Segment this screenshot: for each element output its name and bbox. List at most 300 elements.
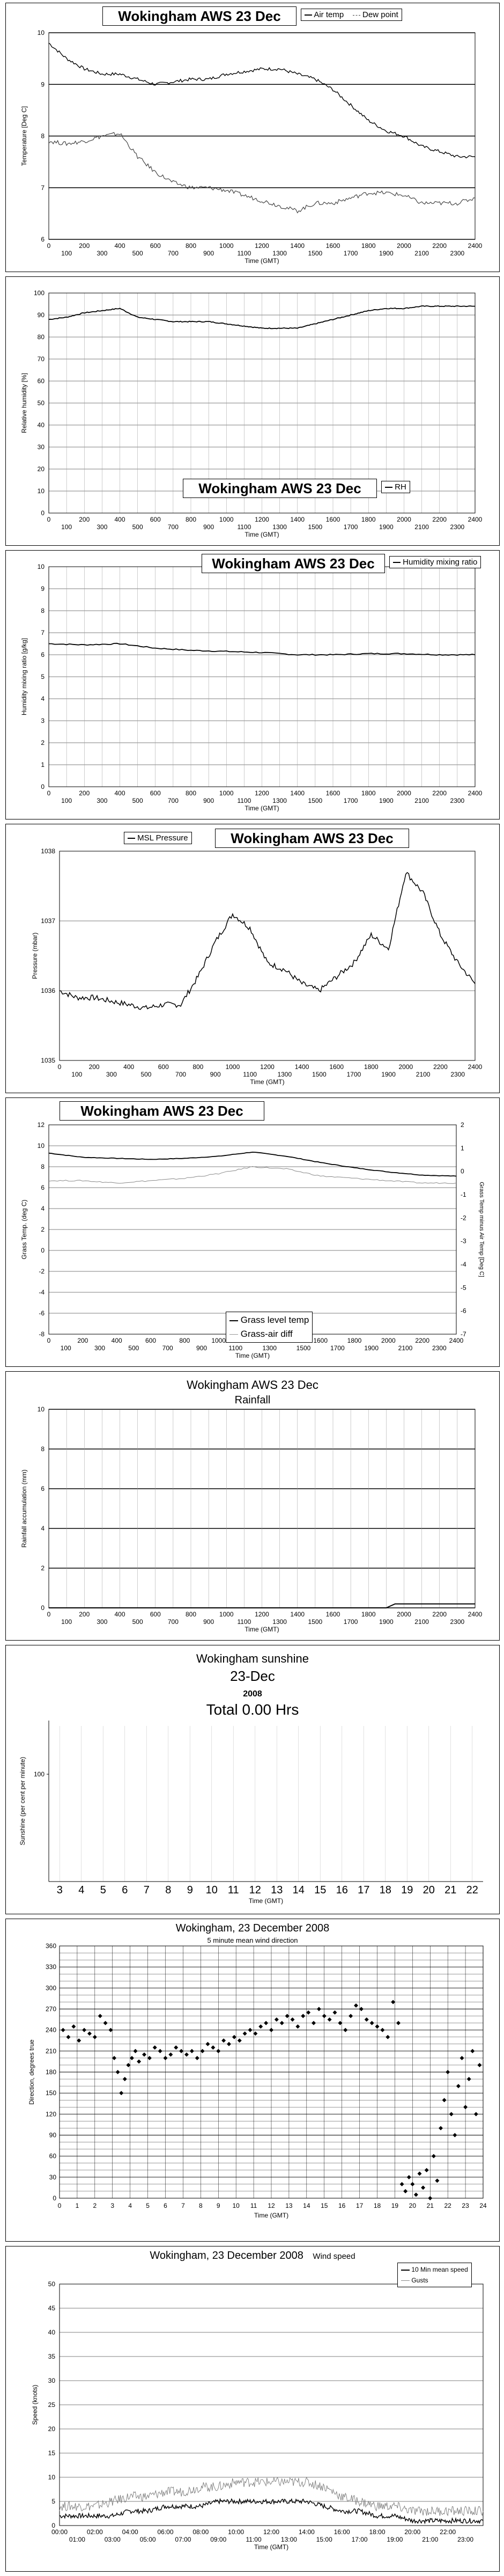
y-right-tick-label: -1 — [461, 1191, 466, 1198]
x-tick-label-bottom: 1300 — [272, 797, 287, 804]
x-tick-label-bottom: 700 — [167, 797, 179, 804]
x-tick-label-top: 12:00 — [263, 2528, 280, 2536]
x-tick-label: 23 — [462, 2202, 469, 2209]
direction-point — [428, 2196, 432, 2200]
x-tick-label-bottom: 700 — [162, 1344, 173, 1352]
x-tick-label-top: 1800 — [361, 1611, 376, 1618]
sunshine-total: Total 0.00 Hrs — [206, 1701, 299, 1718]
x-tick-label-bottom: 500 — [132, 523, 143, 531]
direction-point — [253, 2031, 257, 2036]
direction-point — [391, 2000, 395, 2004]
x-tick-label-bottom: 1100 — [237, 523, 251, 531]
x-tick-label: 6 — [122, 1884, 128, 1896]
x-tick-label-bottom: 1300 — [272, 523, 287, 531]
direction-point — [137, 2059, 141, 2063]
y-tick-label: 2 — [41, 739, 45, 747]
sunshine-chart — [6, 1645, 499, 1914]
y-tick-label: 10 — [37, 563, 45, 570]
x-tick-label-bottom: 1900 — [379, 250, 394, 257]
x-tick-label-top: 1800 — [361, 516, 376, 523]
x-tick-label-bottom: 100 — [61, 1618, 72, 1626]
direction-point — [359, 2007, 364, 2011]
y-tick-label: 2 — [41, 1226, 45, 1233]
direction-point — [370, 2021, 374, 2025]
series-line-0 — [60, 873, 475, 1009]
x-tick-label: 10 — [205, 1884, 218, 1896]
legend-dew-point-swatch — [353, 15, 360, 16]
x-tick-label-bottom: 17:00 — [351, 2536, 368, 2543]
x-tick-label-top: 1600 — [329, 1063, 344, 1071]
y-tick-label: 1037 — [41, 917, 55, 925]
direction-point — [232, 2035, 236, 2039]
x-tick-label-bottom: 1900 — [364, 1344, 379, 1352]
y-tick-label: 120 — [45, 2110, 56, 2118]
direction-point — [153, 2045, 157, 2050]
x-tick-label-top: 1400 — [290, 242, 305, 250]
x-tick-label-bottom: 05:00 — [139, 2536, 156, 2543]
direction-point — [460, 2056, 464, 2060]
direction-point — [66, 2035, 70, 2039]
x-tick-label-bottom: 1100 — [237, 797, 251, 804]
direction-point — [108, 2028, 113, 2032]
direction-point — [275, 2017, 279, 2022]
humidity-legend-box — [381, 481, 410, 493]
y-tick-label: 100 — [33, 1770, 45, 1778]
direction-point — [407, 2175, 411, 2179]
x-tick-label-top: 1800 — [361, 242, 376, 250]
direction-point — [71, 2024, 76, 2029]
y-tick-label: 45 — [48, 2304, 55, 2312]
sunshine-chart-title: Wokingham sunshine — [196, 1652, 309, 1665]
direction-point — [201, 2049, 205, 2053]
y-tick-label: 12 — [37, 1121, 45, 1129]
x-tick-label-top: 2400 — [468, 789, 483, 797]
x-tick-label-top: 400 — [114, 789, 125, 797]
x-tick-label-top: 400 — [114, 1611, 125, 1618]
y-tick-label: 30 — [37, 443, 45, 451]
x-tick-label-top: 200 — [77, 1337, 88, 1344]
x-tick-label-top: 1400 — [290, 1611, 305, 1618]
legend-grass-diff-row — [229, 1327, 309, 1341]
x-tick-label-bottom: 01:00 — [69, 2536, 85, 2543]
x-tick-label-bottom: 1500 — [308, 1618, 323, 1626]
direction-point — [301, 2014, 305, 2018]
x-tick-label-top: 2400 — [468, 516, 483, 523]
x-tick-label-bottom: 500 — [132, 250, 143, 257]
wind-direction-chart-panel — [5, 1919, 500, 2242]
direction-point — [432, 2154, 436, 2158]
x-tick-label: 4 — [78, 1884, 85, 1896]
x-tick-label-top: 0 — [47, 516, 51, 523]
x-tick-label-top: 1800 — [361, 789, 376, 797]
direction-point — [211, 2045, 215, 2050]
x-tick-label-top: 800 — [185, 1611, 197, 1618]
x-tick-label-top: 400 — [111, 1337, 122, 1344]
x-tick-label-bottom: 300 — [97, 1618, 108, 1626]
x-tick-label-top: 600 — [158, 1063, 169, 1071]
direction-point — [396, 2021, 401, 2025]
legend-grass-temp-row — [229, 1313, 309, 1327]
direction-point — [179, 2049, 183, 2053]
legend-grass-temp-swatch — [229, 1320, 238, 1321]
direction-point — [77, 2038, 81, 2043]
x-tick-label-bottom: 2300 — [450, 1071, 465, 1078]
y-axis-label: Pressure (mbar) — [31, 932, 39, 979]
direction-point — [147, 2056, 152, 2060]
direction-point — [375, 2024, 380, 2029]
x-tick-label: 20 — [423, 1884, 435, 1896]
x-tick-label-top: 2200 — [432, 1611, 447, 1618]
x-tick-label-bottom: 100 — [61, 797, 72, 804]
x-axis-label: Time (GMT) — [254, 2543, 289, 2551]
series-line-0 — [60, 2499, 483, 2523]
x-tick-label-bottom: 1900 — [381, 1071, 396, 1078]
x-tick-label-bottom: 900 — [203, 523, 214, 531]
x-axis-label: Time (GMT) — [244, 257, 279, 265]
x-tick-label-bottom: 2300 — [450, 797, 465, 804]
y-tick-label: 10 — [37, 487, 45, 495]
x-tick-label: 17 — [355, 2202, 364, 2209]
x-tick-label: 7 — [181, 2202, 185, 2209]
y-tick-label: 20 — [48, 2425, 55, 2433]
x-tick-label: 19 — [391, 2202, 399, 2209]
x-tick-label-top: 0 — [47, 789, 51, 797]
x-tick-label-bottom: 700 — [167, 250, 179, 257]
x-tick-label: 11 — [250, 2202, 257, 2209]
x-tick-label-top: 0 — [47, 242, 51, 250]
x-tick-label: 21 — [426, 2202, 434, 2209]
y-tick-label: 50 — [48, 2280, 55, 2288]
x-tick-label-bottom: 700 — [167, 1618, 179, 1626]
direction-point — [317, 2007, 321, 2011]
x-tick-label-top: 600 — [150, 242, 161, 250]
x-tick-label-top: 2000 — [381, 1337, 396, 1344]
direction-point — [312, 2021, 316, 2025]
y-tick-label: 0 — [41, 1247, 45, 1254]
direction-point — [400, 2182, 404, 2186]
direction-point — [82, 2028, 86, 2032]
x-tick-label-top: 1000 — [219, 242, 234, 250]
series-line-1 — [49, 133, 475, 213]
x-tick-label-top: 1600 — [325, 1611, 340, 1618]
legend-dew-point-label: Dew point — [362, 10, 398, 19]
direction-point — [190, 2049, 194, 2053]
x-tick-label-bottom: 23:00 — [457, 2536, 474, 2543]
series-line-0 — [49, 1152, 456, 1176]
y-tick-label: 8 — [41, 1445, 45, 1453]
x-tick-label: 9 — [216, 2202, 220, 2209]
direction-point — [112, 2056, 116, 2060]
x-tick-label-bottom: 2300 — [450, 1618, 465, 1626]
x-tick-label-top: 200 — [79, 789, 90, 797]
x-tick-label-bottom: 900 — [210, 1071, 221, 1078]
x-tick-label-top: 1400 — [290, 516, 305, 523]
y-tick-label: 1038 — [41, 847, 55, 855]
plot-area — [60, 851, 475, 1060]
y-tick-label: -8 — [39, 1330, 45, 1338]
x-axis-label: Time (GMT) — [244, 531, 279, 538]
humidity-chart — [6, 277, 499, 545]
x-tick-label-top: 14:00 — [298, 2528, 315, 2536]
x-tick-label-bottom: 2100 — [414, 250, 429, 257]
x-tick-label-top: 1800 — [364, 1063, 379, 1071]
x-tick-label-top: 18:00 — [369, 2528, 386, 2536]
y-tick-label: 1 — [41, 761, 45, 769]
x-tick-label-top: 1000 — [211, 1337, 226, 1344]
x-tick-label: 11 — [227, 1884, 239, 1896]
legend-gusts-row — [401, 2275, 468, 2286]
direction-point — [322, 2014, 327, 2018]
y-tick-label: 6 — [41, 651, 45, 658]
series-line-1 — [49, 1166, 456, 1183]
x-tick-label-bottom: 1500 — [308, 797, 323, 804]
wind-speed-chart-subtitle: Wind speed — [313, 2252, 355, 2261]
x-tick-label-top: 1200 — [255, 1611, 269, 1618]
x-tick-label-top: 00:00 — [51, 2528, 68, 2536]
y-tick-label: 8 — [41, 607, 45, 614]
x-tick-label-bottom: 300 — [106, 1071, 117, 1078]
legend-mean-speed-swatch — [401, 2270, 410, 2271]
x-tick-label-bottom: 1700 — [343, 523, 358, 531]
x-tick-label-bottom: 11:00 — [246, 2536, 262, 2543]
x-tick-label-bottom: 900 — [203, 1618, 214, 1626]
x-tick-label-top: 2400 — [449, 1337, 464, 1344]
direction-point — [269, 2028, 273, 2032]
direction-point — [425, 2168, 429, 2172]
x-tick-label-bottom: 1300 — [272, 1618, 287, 1626]
direction-point — [435, 2178, 439, 2183]
direction-point — [410, 2182, 414, 2186]
mixing-ratio-chart — [6, 551, 499, 819]
y-tick-label: 1036 — [41, 987, 55, 994]
x-tick-label: 4 — [128, 2202, 132, 2209]
x-tick-label-bottom: 13:00 — [280, 2536, 297, 2543]
y-tick-label: 4 — [41, 1205, 45, 1212]
direction-point — [174, 2045, 178, 2050]
temperature-legend-box — [301, 9, 402, 21]
direction-point — [403, 2189, 407, 2193]
x-tick-label: 17 — [358, 1884, 370, 1896]
x-tick-label-top: 1200 — [255, 242, 269, 250]
y-tick-label: 90 — [37, 311, 45, 319]
x-tick-label-top: 600 — [150, 789, 161, 797]
direction-point — [238, 2038, 242, 2043]
wind-speed-chart-panel — [5, 2246, 500, 2572]
sunshine-year: 2008 — [243, 1689, 262, 1699]
y-tick-label: 8 — [41, 132, 45, 140]
y-tick-label: -4 — [39, 1289, 45, 1296]
humidity-chart-panel — [5, 276, 500, 546]
x-tick-label-bottom: 1900 — [379, 1618, 394, 1626]
pressure-chart — [6, 824, 499, 1093]
y-axis-label: Speed (knots) — [31, 2384, 39, 2425]
x-tick-label-top: 0 — [57, 1063, 62, 1071]
rainfall-chart — [6, 1372, 499, 1640]
y-axis-label: Direction, degrees true — [28, 2039, 35, 2105]
y-tick-label: 9 — [41, 80, 45, 89]
y-tick-label: 10 — [37, 1406, 45, 1413]
y-tick-label: 20 — [37, 465, 45, 473]
x-tick-label: 13 — [271, 1884, 283, 1896]
y-tick-label: 180 — [45, 2068, 56, 2076]
x-tick-label-top: 2000 — [397, 516, 411, 523]
direction-point — [258, 2024, 263, 2029]
x-tick-label: 21 — [444, 1884, 457, 1896]
y-tick-label: 30 — [48, 2377, 55, 2384]
direction-point — [463, 2105, 468, 2109]
x-tick-label: 18 — [379, 1884, 391, 1896]
y-tick-label: 0 — [51, 2522, 55, 2529]
y-tick-label: 330 — [45, 1963, 56, 1971]
direction-point — [338, 2021, 342, 2025]
x-tick-label-bottom: 1700 — [330, 1344, 345, 1352]
x-tick-label-bottom: 100 — [61, 523, 72, 531]
x-tick-label: 12 — [268, 2202, 275, 2209]
x-tick-label: 24 — [479, 2202, 487, 2209]
direction-point — [221, 2038, 226, 2043]
x-tick-label-top: 800 — [185, 242, 197, 250]
x-tick-label-bottom: 1900 — [379, 523, 394, 531]
y-axis-label: Grass Temp. (deg C) — [20, 1199, 28, 1260]
x-tick-label-top: 1600 — [313, 1337, 328, 1344]
x-tick-label: 13 — [285, 2202, 293, 2209]
direction-point — [184, 2052, 189, 2057]
y-tick-label: 3 — [41, 717, 45, 724]
y-axis-label: Rainfall accumulation (mm) — [20, 1469, 28, 1548]
y-tick-label: 50 — [37, 399, 45, 407]
x-tick-label-top: 800 — [179, 1337, 190, 1344]
y-axis-label: Humidity mixing ratio [g/kg] — [20, 638, 28, 716]
x-tick-label-bottom: 2100 — [398, 1344, 413, 1352]
y-tick-label: 60 — [49, 2152, 56, 2160]
x-tick-label-bottom: 1300 — [262, 1344, 277, 1352]
grass-temp-chart-title: Wokingham AWS 23 Dec — [60, 1101, 264, 1121]
direction-point — [295, 2024, 300, 2029]
x-tick-label-top: 2200 — [433, 1063, 448, 1071]
direction-point — [449, 2112, 454, 2116]
direction-point — [126, 2063, 130, 2067]
x-tick-label-top: 400 — [123, 1063, 135, 1071]
x-tick-label-top: 0 — [47, 1611, 51, 1618]
x-tick-label-top: 800 — [185, 789, 197, 797]
y-tick-label: 30 — [49, 2173, 56, 2181]
x-tick-label-top: 2200 — [432, 516, 447, 523]
direction-point — [103, 2021, 108, 2025]
y-tick-label: 0 — [41, 509, 45, 517]
pressure-legend-box — [124, 832, 192, 844]
x-tick-label-top: 2400 — [468, 242, 483, 250]
y-right-tick-label: 1 — [461, 1144, 464, 1152]
x-tick-label-bottom: 300 — [97, 250, 108, 257]
legend-air-temp-swatch — [305, 14, 312, 16]
direction-point — [418, 2171, 422, 2176]
x-tick-label-top: 600 — [145, 1337, 157, 1344]
y-tick-label: 5 — [51, 2498, 55, 2505]
x-tick-label-top: 1200 — [255, 789, 269, 797]
direction-point — [243, 2031, 247, 2036]
x-tick-label-bottom: 09:00 — [210, 2536, 227, 2543]
y-tick-label: 10 — [37, 29, 45, 36]
direction-point — [421, 2185, 425, 2190]
y-tick-label: 40 — [48, 2329, 55, 2336]
x-tick-label: 15 — [314, 1884, 327, 1896]
x-axis-label: Time (GMT) — [244, 804, 279, 812]
x-tick-label-bottom: 500 — [128, 1344, 139, 1352]
x-tick-label-top: 1200 — [260, 1063, 275, 1071]
x-tick-label: 2 — [93, 2202, 97, 2209]
x-tick-label-bottom: 1500 — [308, 250, 323, 257]
direction-point — [470, 2049, 475, 2053]
y-right-tick-label: -4 — [461, 1261, 466, 1268]
legend-mixing-ratio-swatch — [393, 562, 401, 563]
x-tick-label-bottom: 1300 — [277, 1071, 292, 1078]
wind-speed-legend-box — [397, 2263, 472, 2287]
y-tick-label: 70 — [37, 355, 45, 363]
x-tick-label-top: 06:00 — [157, 2528, 174, 2536]
direction-point — [439, 2126, 443, 2130]
x-tick-label-bottom: 1500 — [308, 523, 323, 531]
y-tick-label: 60 — [37, 377, 45, 385]
x-tick-label-top: 0 — [47, 1337, 51, 1344]
direction-point — [386, 2035, 390, 2039]
direction-point — [349, 2014, 353, 2018]
x-tick-label-top: 2000 — [398, 1063, 413, 1071]
x-tick-label: 12 — [249, 1884, 261, 1896]
y-tick-label: 2 — [41, 1564, 45, 1572]
direction-point — [164, 2056, 168, 2060]
y-tick-label: 4 — [41, 695, 45, 702]
x-tick-label-top: 2000 — [397, 242, 411, 250]
rainfall-chart-panel — [5, 1371, 500, 1641]
x-tick-label: 16 — [336, 1884, 348, 1896]
y-tick-label: 360 — [45, 1942, 56, 1950]
direction-point — [216, 2049, 220, 2053]
x-tick-label-top: 2400 — [468, 1063, 483, 1071]
direction-point — [380, 2028, 384, 2032]
wind-direction-chart-title: Wokingham, 23 December 2008 — [175, 1922, 330, 1934]
x-tick-label-top: 2200 — [415, 1337, 430, 1344]
x-tick-label-bottom: 2300 — [432, 1344, 447, 1352]
direction-point — [328, 2017, 332, 2022]
x-axis-label: Time (GMT) — [250, 1078, 285, 1086]
x-axis-label: Time (GMT) — [244, 1626, 279, 1633]
y-tick-label: 270 — [45, 2005, 56, 2013]
mixing-ratio-chart-title: Wokingham AWS 23 Dec — [202, 554, 385, 573]
direction-point — [134, 2049, 138, 2053]
direction-point — [195, 2056, 199, 2060]
x-tick-label-top: 800 — [185, 516, 197, 523]
x-tick-label-bottom: 2100 — [414, 797, 429, 804]
y-tick-label: -6 — [39, 1309, 45, 1317]
x-tick-label: 15 — [321, 2202, 328, 2209]
x-tick-label-bottom: 1100 — [237, 1618, 251, 1626]
y-tick-label: 7 — [41, 629, 45, 636]
wind-speed-chart-title: Wokingham, 23 December 2008 — [150, 2250, 303, 2262]
y-tick-label: 150 — [45, 2089, 56, 2097]
x-tick-label-bottom: 300 — [97, 523, 108, 531]
y-tick-label: 10 — [37, 1142, 45, 1150]
y-tick-label: 0 — [41, 783, 45, 791]
y-tick-label: 4 — [41, 1525, 45, 1532]
direction-point — [119, 2091, 123, 2095]
direction-point — [98, 2014, 102, 2018]
direction-point — [365, 2017, 369, 2022]
direction-point — [116, 2070, 120, 2074]
legend-rh-swatch — [385, 487, 392, 488]
direction-point — [442, 2098, 447, 2102]
y-right-tick-label: -6 — [461, 1307, 466, 1315]
x-tick-label: 9 — [187, 1884, 193, 1896]
